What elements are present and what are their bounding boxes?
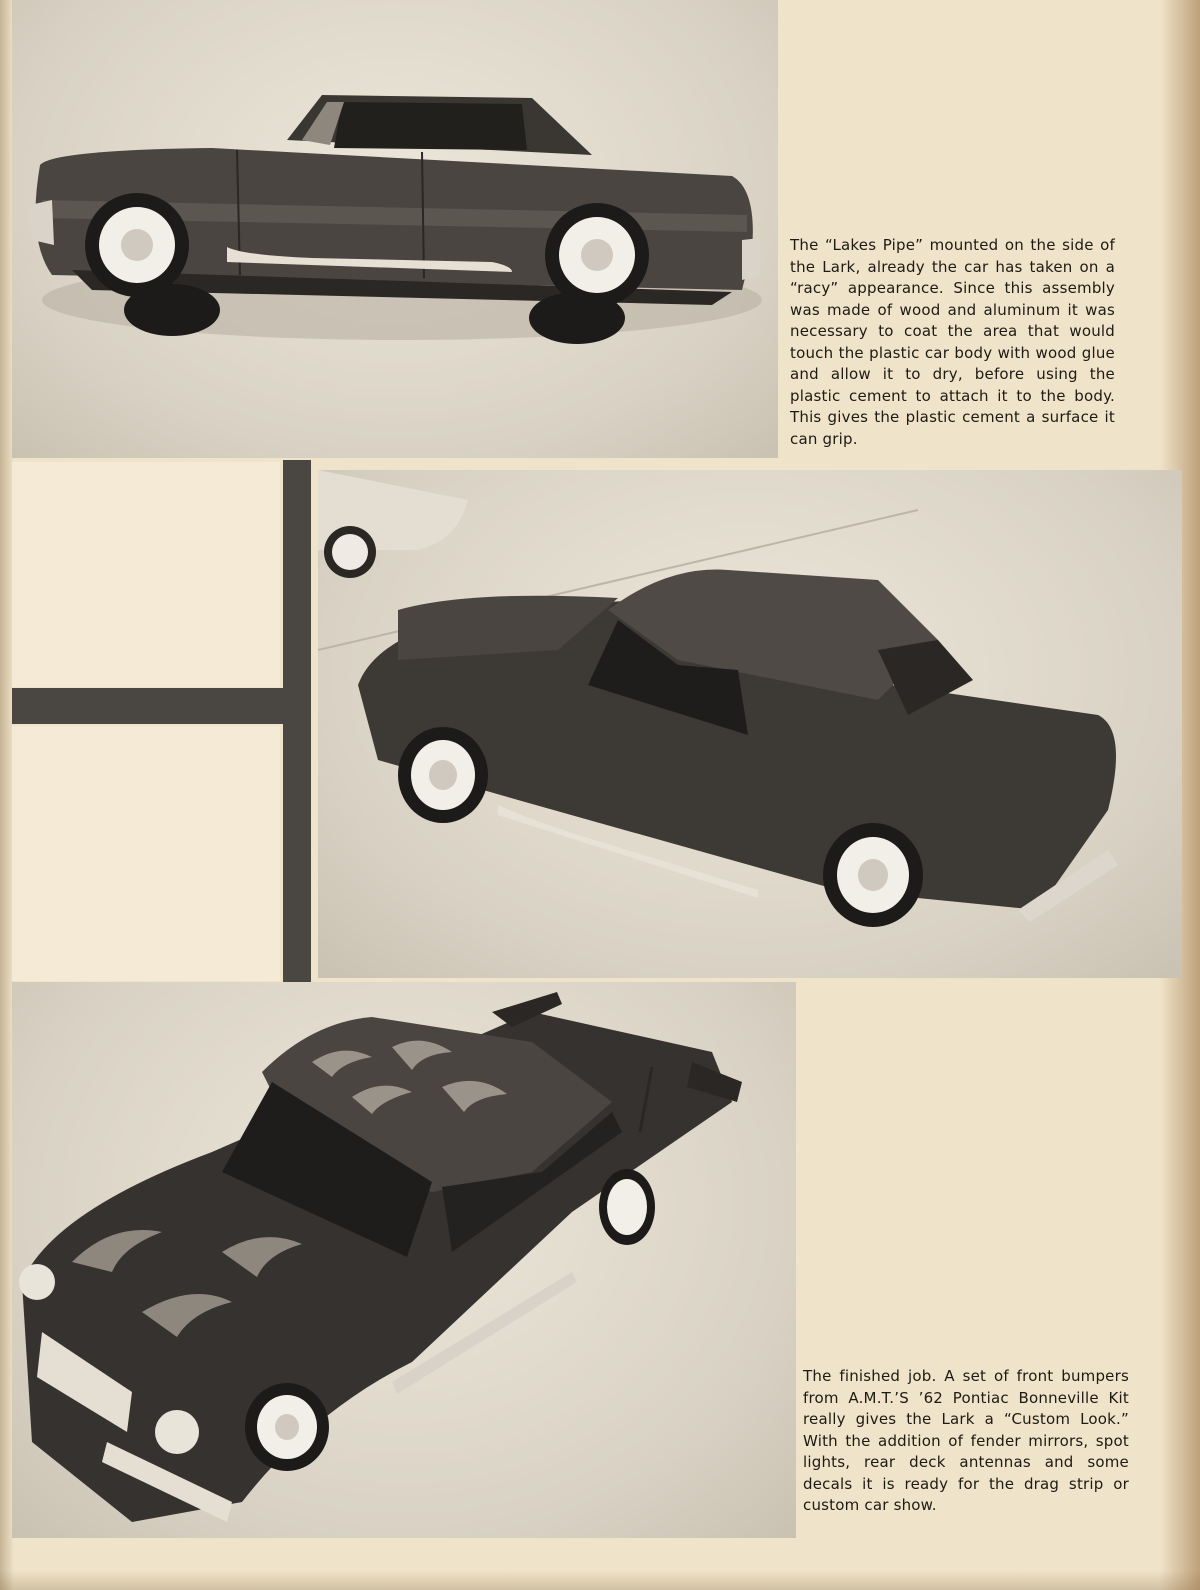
car-finished-illustration: [12, 982, 796, 1538]
car-three-quarter-illustration: [318, 470, 1182, 978]
caption-finished-job: The finished job. A set of front bumpers from A.M.T.’S ’62 Pontiac Bonneville Kit really gives the Lark a “Custom Look.” With the addition of fender mirrors, spot lights, rear deck antennas and some decals it is ready for the drag strip or custom car show.: [803, 1367, 1129, 1514]
divider-bar-horizontal: [12, 688, 302, 724]
photo-lark-side-view: [12, 0, 778, 458]
car-side-illustration: [12, 0, 778, 458]
caption-lakes-pipe: The “Lakes Pipe” mounted on the side of the Lark, already the car has taken on a “racy” appearance. Since this assembly was made of wood and aluminum it was necessary to coat the area that would touch the plastic car body with wood glue and allow it to dry, before using the plastic cement to attach it to the body. This gives the plastic cement a surface it can grip.: [790, 236, 1115, 448]
blank-panel-bottom: [12, 726, 280, 981]
photo-lark-three-quarter-view: [318, 470, 1182, 978]
blank-panel-top: [12, 462, 280, 687]
photo-finished-lark: [12, 982, 796, 1538]
